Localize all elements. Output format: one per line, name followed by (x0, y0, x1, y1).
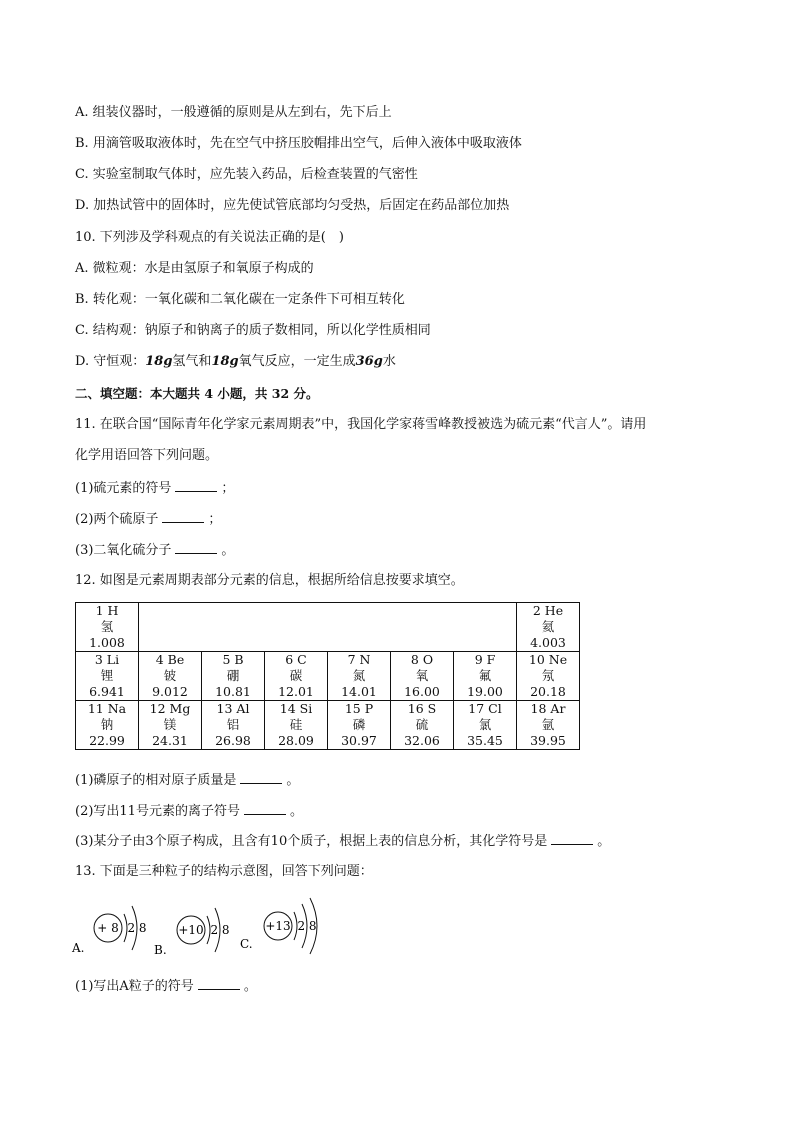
q9-option-a: A. 组装仪器时，一般遵循的原则是从左到右，先下后上 (75, 105, 392, 120)
answer-blank[interactable] (175, 541, 217, 554)
element-name: 氖 (541, 668, 555, 683)
element-cell (454, 701, 517, 750)
element-number-symbol: 3 Li (94, 652, 120, 667)
element-name: 氮 (352, 668, 366, 683)
q10-d-text2: 氧气反应，一定生成 (238, 354, 356, 369)
element-name: 硼 (226, 668, 240, 683)
element-cell (517, 652, 580, 701)
element-mass: 35.45 (467, 733, 503, 748)
periodic-gap (139, 603, 517, 652)
element-cell (391, 701, 454, 750)
nucleus-charge: + 8 (97, 921, 119, 935)
answer-blank[interactable] (244, 802, 286, 815)
element-mass: 30.97 (341, 733, 377, 748)
particle-b-diagram (154, 908, 230, 957)
element-cell (139, 701, 202, 750)
element-number-symbol: 7 N (347, 652, 371, 667)
q10-d-text1: 氢气和 (172, 354, 212, 369)
q12-part1-text: (1)磷原子的相对原子质量是 (75, 773, 237, 788)
q12-stem: 12. 如图是元素周期表部分元素的信息，根据所给信息按要求填空。 (75, 573, 464, 588)
q13-stem: 13. 下面是三种粒子的结构示意图，回答下列问题： (75, 864, 373, 879)
element-number-symbol: 16 S (407, 701, 437, 716)
q10-d-mass2: 18g (211, 354, 239, 369)
element-mass: 28.09 (278, 733, 314, 748)
element-number-symbol: 9 F (474, 652, 496, 667)
element-mass: 19.00 (467, 684, 503, 699)
q11-part1 (75, 479, 234, 498)
q10-stem: 10. 下列涉及学科观点的有关说法正确的是( ) (75, 230, 344, 245)
element-number-symbol: 6 C (285, 652, 307, 667)
q11-part3-text: (3)二氧化硫分子 (75, 543, 172, 558)
element-mass: 6.941 (89, 684, 125, 699)
element-name: 氦 (541, 619, 555, 634)
q12-part2-text: (2)写出11号元素的离子符号 (75, 804, 240, 819)
periodic-row-2 (76, 652, 580, 701)
element-number-symbol: 17 Cl (468, 701, 502, 716)
shell-electrons: 2 8 (127, 921, 147, 935)
element-name: 氩 (541, 717, 555, 732)
element-mass: 22.99 (89, 733, 125, 748)
element-mass: 10.81 (215, 684, 251, 699)
element-cell (139, 652, 202, 701)
periodic-row-1 (76, 603, 580, 652)
element-name: 氯 (478, 717, 492, 732)
section-fill-in-heading: 二、填空题：本大题共 4 小题，共 32 分。 (75, 386, 319, 401)
q12-part3-end: 。 (597, 834, 611, 849)
q11-part3-end: 。 (221, 543, 235, 558)
element-number-symbol: 2 He (532, 603, 564, 618)
element-number-symbol: 1 H (95, 603, 119, 618)
particle-structure-diagrams (70, 892, 370, 964)
answer-blank[interactable] (240, 771, 282, 784)
element-mass: 20.18 (530, 684, 566, 699)
element-mass: 12.01 (278, 684, 314, 699)
particle-label: B. (154, 943, 167, 957)
element-number-symbol: 10 Ne (528, 652, 568, 667)
element-name: 铝 (226, 717, 240, 732)
element-number-symbol: 8 O (410, 652, 434, 667)
nucleus-charge: +13 (265, 919, 291, 933)
element-name: 氢 (100, 619, 114, 634)
answer-blank[interactable] (198, 977, 240, 990)
q10-d-text3: 水 (382, 354, 396, 369)
element-name: 硅 (289, 717, 303, 732)
nucleus-charge: +10 (178, 923, 204, 937)
element-number-symbol: 14 Si (279, 701, 313, 716)
element-cell (391, 652, 454, 701)
q12-part3-text: (3)某分子由3个原子构成，且含有10个质子，根据上表的信息分析，其化学符号是 (75, 834, 548, 849)
element-cell (517, 701, 580, 750)
element-mass: 1.008 (89, 635, 125, 650)
element-mass: 26.98 (215, 733, 251, 748)
element-mass: 32.06 (404, 733, 440, 748)
element-cell (265, 652, 328, 701)
element-mass: 14.01 (341, 684, 377, 699)
answer-blank[interactable] (175, 479, 217, 492)
element-name: 碳 (289, 668, 303, 683)
element-mass: 16.00 (404, 684, 440, 699)
q9-option-d: D. 加热试管中的固体时，应先使试管底部均匀受热，后固定在药品部位加热 (75, 198, 510, 213)
answer-blank[interactable] (162, 510, 204, 523)
element-number-symbol: 4 Be (155, 652, 185, 667)
q11-stem-line2: 化学用语回答下列问题。 (75, 448, 219, 463)
q11-part3 (75, 541, 234, 560)
element-mass: 39.95 (530, 733, 566, 748)
element-number-symbol: 11 Na (87, 701, 127, 716)
answer-blank[interactable] (551, 832, 593, 845)
element-mass: 4.003 (530, 635, 566, 650)
particle-a-diagram (71, 906, 147, 955)
element-cell (328, 701, 391, 750)
q12-part3 (75, 832, 610, 851)
q11-part2-end: ； (208, 512, 222, 527)
element-cell (76, 603, 139, 652)
element-name: 磷 (352, 717, 366, 732)
q11-part2 (75, 510, 221, 529)
element-number-symbol: 18 Ar (530, 701, 566, 716)
element-name: 氧 (415, 668, 429, 683)
element-cell (76, 652, 139, 701)
element-name: 铍 (163, 668, 177, 683)
q10-option-a: A. 微粒观：水是由氢原子和氧原子构成的 (75, 261, 314, 276)
shell-electrons: 2 8 (210, 923, 230, 937)
element-number-symbol: 5 B (222, 652, 244, 667)
particle-label: C. (240, 937, 253, 951)
q13-part1 (75, 977, 257, 996)
element-name: 氟 (478, 668, 492, 683)
periodic-table (75, 602, 580, 750)
element-cell (517, 603, 580, 652)
element-cell (454, 652, 517, 701)
element-cell (202, 652, 265, 701)
q10-d-mass3: 36g (355, 354, 383, 369)
element-name: 锂 (100, 668, 114, 683)
element-mass: 24.31 (152, 733, 188, 748)
element-cell (328, 652, 391, 701)
q10-option-d (75, 353, 396, 371)
q10-d-mass1: 18g (145, 354, 173, 369)
q11-part1-text: (1)硫元素的符号 (75, 481, 172, 496)
element-number-symbol: 12 Mg (149, 701, 191, 716)
element-name: 镁 (163, 717, 177, 732)
element-cell (76, 701, 139, 750)
q12-part2-end: 。 (289, 804, 303, 819)
q9-option-c: C. 实验室制取气体时，应先装入药品，后检查装置的气密性 (75, 167, 418, 182)
q10-option-c: C. 结构观：钠原子和钠离子的质子数相同，所以化学性质相同 (75, 323, 431, 338)
element-cell (265, 701, 328, 750)
element-number-symbol: 15 P (344, 701, 374, 716)
particle-label: A. (72, 941, 85, 955)
periodic-row-3 (76, 701, 580, 750)
q13-part1-end: 。 (243, 979, 257, 994)
q12-part2 (75, 802, 303, 821)
q11-part1-end: ； (221, 481, 235, 496)
q9-option-b: B. 用滴管吸取液体时，先在空气中挤压胶帽排出空气，后伸入液体中吸取液体 (75, 136, 522, 151)
q12-part1-end: 。 (286, 773, 300, 788)
q11-stem-line1: 11. 在联合国“国际青年化学家元素周期表”中，我国化学家蒋雪峰教授被选为硫元素“代言人”。请用 (75, 417, 647, 432)
q10-d-prefix: D. 守恒观： (75, 354, 146, 369)
q10-option-b: B. 转化观：一氧化碳和二氧化碳在一定条件下可相互转化 (75, 292, 405, 307)
q11-part2-text: (2)两个硫原子 (75, 512, 159, 527)
element-mass: 9.012 (152, 684, 188, 699)
q12-part1 (75, 771, 299, 790)
element-name: 钠 (100, 717, 114, 732)
q13-part1-text: (1)写出A粒子的符号 (75, 979, 194, 994)
element-cell (202, 701, 265, 750)
shell-electrons: 2 8 (297, 919, 317, 933)
element-number-symbol: 13 Al (216, 701, 250, 716)
element-name: 硫 (415, 717, 429, 732)
particle-c-diagram (240, 898, 317, 954)
